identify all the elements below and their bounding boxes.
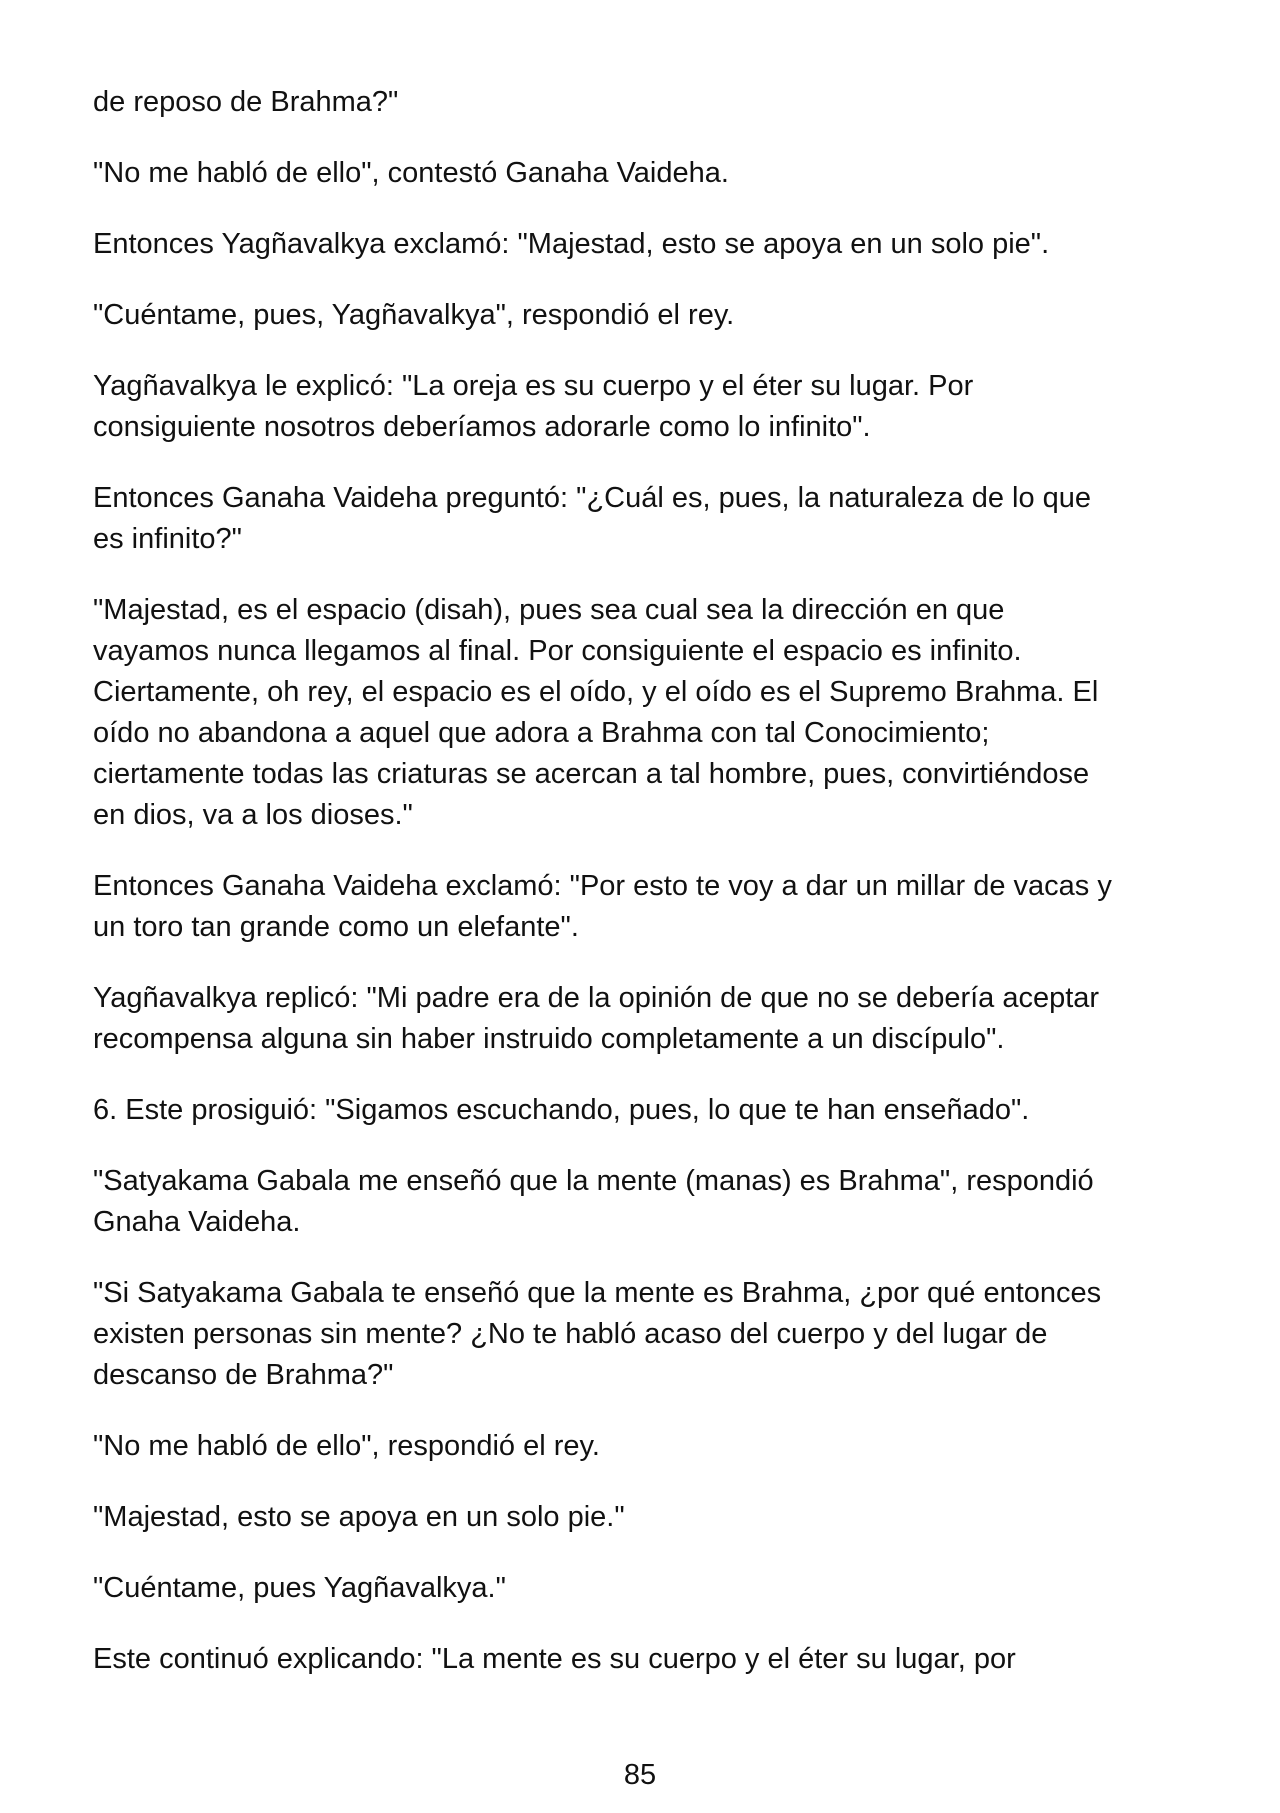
paragraph xyxy=(93,366,1203,448)
text-line: "Satyakama Gabala me enseñó que la mente (manas) es Brahma", respondió xyxy=(93,1165,1094,1197)
text-line: "Cuéntame, pues, Yagñavalkya", respondió el rey. xyxy=(93,299,735,331)
text-line: Entonces Yagñavalkya exclamó: "Majestad, esto se apoya en un solo pie". xyxy=(93,228,1050,260)
paragraph xyxy=(93,590,1203,836)
page-body-text xyxy=(93,82,1203,1710)
text-line: Entonces Ganaha Vaideha exclamó: "Por esto te voy a dar un millar de vacas y xyxy=(93,870,1112,902)
text-line: descanso de Brahma?" xyxy=(93,1359,394,1391)
text-line: en dios, va a los dioses." xyxy=(93,799,413,831)
text-line: oído no abandona a aquel que adora a Brahma con tal Conocimiento; xyxy=(93,717,990,749)
paragraph xyxy=(93,224,1203,265)
text-line: recompensa alguna sin haber instruido completamente a un discípulo". xyxy=(93,1023,1005,1055)
text-line: "Cuéntame, pues Yagñavalkya." xyxy=(93,1572,506,1604)
text-line: "No me habló de ello", contestó Ganaha Vaideha. xyxy=(93,157,729,189)
paragraph xyxy=(93,478,1203,560)
paragraph xyxy=(93,82,1203,123)
text-line: Yagñavalkya replicó: "Mi padre era de la opinión de que no se debería aceptar xyxy=(93,982,1100,1014)
paragraph xyxy=(93,1568,1203,1609)
paragraph xyxy=(93,866,1203,948)
text-line: "Majestad, es el espacio (disah), pues sea cual sea la dirección en que xyxy=(93,594,1005,626)
text-line: es infinito?" xyxy=(93,523,242,555)
text-line: Este continuó explicando: "La mente es su cuerpo y el éter su lugar, por xyxy=(93,1643,1016,1675)
text-line: Gnaha Vaideha. xyxy=(93,1206,301,1238)
text-line: 6. Este prosiguió: "Sigamos escuchando, pues, lo que te han enseñado". xyxy=(93,1094,1030,1126)
text-line: Entonces Ganaha Vaideha preguntó: "¿Cuál es, pues, la naturaleza de lo que xyxy=(93,482,1092,514)
paragraph xyxy=(93,1090,1203,1131)
text-line: Ciertamente, oh rey, el espacio es el oído, y el oído es el Supremo Brahma. El xyxy=(93,676,1099,708)
paragraph xyxy=(93,978,1203,1060)
paragraph xyxy=(93,153,1203,194)
text-line: "Majestad, esto se apoya en un solo pie." xyxy=(93,1501,625,1533)
page-number: 85 xyxy=(623,1759,657,1791)
text-line: ciertamente todas las criaturas se acercan a tal hombre, pues, convirtiéndose xyxy=(93,758,1090,790)
text-line: vayamos nunca llegamos al final. Por consiguiente el espacio es infinito. xyxy=(93,635,1022,667)
text-line: consiguiente nosotros deberíamos adorarle como lo infinito". xyxy=(93,411,871,443)
text-line: existen personas sin mente? ¿No te habló acaso del cuerpo y del lugar de xyxy=(93,1318,1048,1350)
paragraph xyxy=(93,295,1203,336)
text-line: "No me habló de ello", respondió el rey. xyxy=(93,1430,600,1462)
paragraph xyxy=(93,1161,1203,1243)
text-line: Yagñavalkya le explicó: "La oreja es su cuerpo y el éter su lugar. Por xyxy=(93,370,974,402)
paragraph xyxy=(93,1497,1203,1538)
text-line: "Si Satyakama Gabala te enseñó que la mente es Brahma, ¿por qué entonces xyxy=(93,1277,1102,1309)
paragraph xyxy=(93,1639,1203,1680)
text-line: de reposo de Brahma?" xyxy=(93,86,399,118)
text-line: un toro tan grande como un elefante". xyxy=(93,911,579,943)
paragraph xyxy=(93,1426,1203,1467)
paragraph xyxy=(93,1273,1203,1396)
